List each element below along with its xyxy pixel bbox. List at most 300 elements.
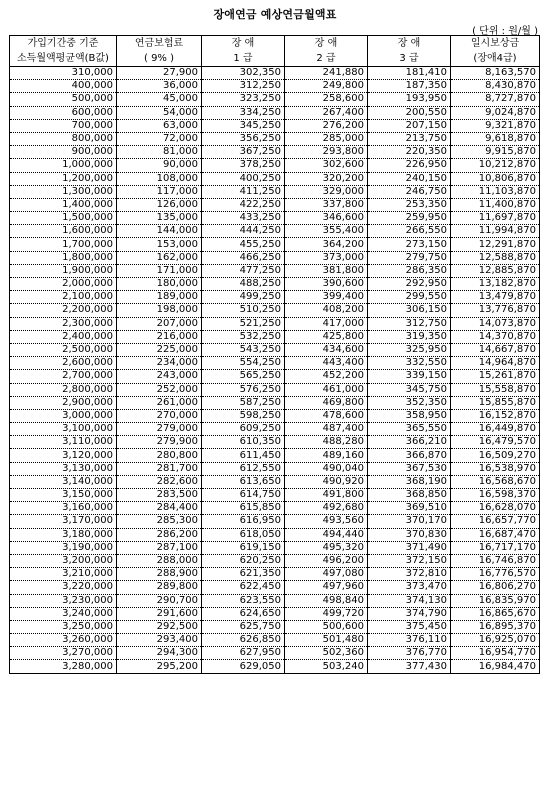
- cell-lump-sum: 16,479,570: [451, 436, 540, 449]
- cell-grade1: 624,650: [202, 607, 285, 620]
- cell-grade3: 365,550: [368, 423, 451, 436]
- cell-grade3: 373,470: [368, 581, 451, 594]
- cell-grade2: 346,600: [285, 212, 368, 225]
- cell-income: 1,900,000: [10, 264, 117, 277]
- cell-grade3: 366,210: [368, 436, 451, 449]
- table-row: [10, 159, 540, 172]
- cell-premium: 225,000: [117, 343, 202, 356]
- cell-grade1: 345,250: [202, 119, 285, 132]
- cell-grade2: 501,480: [285, 634, 368, 647]
- cell-grade2: 491,800: [285, 489, 368, 502]
- cell-income: 2,900,000: [10, 396, 117, 409]
- cell-grade1: 613,650: [202, 475, 285, 488]
- cell-grade3: 226,950: [368, 159, 451, 172]
- cell-grade1: 612,550: [202, 462, 285, 475]
- cell-grade1: 499,250: [202, 291, 285, 304]
- cell-grade1: 587,250: [202, 396, 285, 409]
- page-title: 장애연금 예상연금월액표: [213, 8, 337, 21]
- cell-premium: 36,000: [117, 80, 202, 93]
- cell-lump-sum: 12,885,870: [451, 264, 540, 277]
- cell-lump-sum: 16,568,670: [451, 475, 540, 488]
- cell-grade1: 433,250: [202, 212, 285, 225]
- cell-income: 400,000: [10, 80, 117, 93]
- table-row: [10, 528, 540, 541]
- cell-lump-sum: 12,291,870: [451, 238, 540, 251]
- cell-grade2: 502,360: [285, 647, 368, 660]
- cell-premium: 126,000: [117, 198, 202, 211]
- table-row: [10, 594, 540, 607]
- cell-grade1: 367,250: [202, 146, 285, 159]
- cell-income: 3,180,000: [10, 528, 117, 541]
- cell-lump-sum: 15,558,870: [451, 383, 540, 396]
- cell-grade2: 337,800: [285, 198, 368, 211]
- pension-table: [9, 35, 540, 674]
- table-row: [10, 462, 540, 475]
- cell-premium: 288,000: [117, 554, 202, 567]
- cell-grade3: 376,110: [368, 634, 451, 647]
- cell-premium: 291,600: [117, 607, 202, 620]
- cell-grade1: 488,250: [202, 278, 285, 291]
- cell-income: 2,400,000: [10, 330, 117, 343]
- cell-premium: 153,000: [117, 238, 202, 251]
- cell-grade2: 434,600: [285, 343, 368, 356]
- cell-premium: 27,900: [117, 67, 202, 80]
- cell-income: 3,240,000: [10, 607, 117, 620]
- cell-grade3: 345,750: [368, 383, 451, 396]
- cell-income: 2,500,000: [10, 343, 117, 356]
- cell-lump-sum: 16,717,170: [451, 541, 540, 554]
- cell-grade2: 490,040: [285, 462, 368, 475]
- cell-grade2: 329,000: [285, 185, 368, 198]
- table-body: [10, 67, 540, 674]
- cell-grade2: 490,920: [285, 475, 368, 488]
- header-grade1-sub: 1 급: [202, 51, 285, 67]
- cell-income: 1,600,000: [10, 225, 117, 238]
- cell-premium: 285,300: [117, 515, 202, 528]
- cell-grade3: 366,870: [368, 449, 451, 462]
- cell-income: 3,200,000: [10, 554, 117, 567]
- cell-grade2: 249,800: [285, 80, 368, 93]
- cell-grade1: 620,250: [202, 554, 285, 567]
- table-row: [10, 278, 540, 291]
- cell-grade1: 629,050: [202, 660, 285, 673]
- cell-lump-sum: 16,954,770: [451, 647, 540, 660]
- cell-income: 3,150,000: [10, 489, 117, 502]
- cell-premium: 45,000: [117, 93, 202, 106]
- cell-grade1: 302,350: [202, 67, 285, 80]
- cell-income: 3,000,000: [10, 409, 117, 422]
- cell-grade2: 495,320: [285, 541, 368, 554]
- cell-lump-sum: 12,588,870: [451, 251, 540, 264]
- cell-lump-sum: 8,727,870: [451, 93, 540, 106]
- cell-lump-sum: 11,697,870: [451, 212, 540, 225]
- cell-grade1: 378,250: [202, 159, 285, 172]
- cell-income: 1,000,000: [10, 159, 117, 172]
- header-premium-sub: ( 9% ): [117, 51, 202, 67]
- cell-grade2: 320,200: [285, 172, 368, 185]
- cell-premium: 283,500: [117, 489, 202, 502]
- cell-premium: 243,000: [117, 370, 202, 383]
- cell-premium: 279,900: [117, 436, 202, 449]
- cell-lump-sum: 16,865,670: [451, 607, 540, 620]
- cell-grade1: 615,850: [202, 502, 285, 515]
- table-row: [10, 475, 540, 488]
- cell-premium: 281,700: [117, 462, 202, 475]
- cell-grade1: 625,750: [202, 620, 285, 633]
- cell-premium: 90,000: [117, 159, 202, 172]
- cell-lump-sum: 16,746,870: [451, 554, 540, 567]
- cell-income: 500,000: [10, 93, 117, 106]
- cell-grade1: 554,250: [202, 357, 285, 370]
- cell-grade3: 368,190: [368, 475, 451, 488]
- cell-grade3: 240,150: [368, 172, 451, 185]
- cell-grade1: 609,250: [202, 423, 285, 436]
- cell-premium: 295,200: [117, 660, 202, 673]
- cell-income: 2,300,000: [10, 317, 117, 330]
- table-row: [10, 581, 540, 594]
- cell-grade3: 299,550: [368, 291, 451, 304]
- cell-income: 3,220,000: [10, 581, 117, 594]
- cell-grade2: 355,400: [285, 225, 368, 238]
- header-row-1: [10, 36, 540, 52]
- cell-premium: 287,100: [117, 541, 202, 554]
- cell-grade2: 408,200: [285, 304, 368, 317]
- cell-premium: 288,900: [117, 568, 202, 581]
- cell-lump-sum: 14,964,870: [451, 357, 540, 370]
- cell-income: 3,210,000: [10, 568, 117, 581]
- table-row: [10, 172, 540, 185]
- table-row: [10, 568, 540, 581]
- cell-grade2: 267,400: [285, 106, 368, 119]
- cell-grade3: 374,790: [368, 607, 451, 620]
- cell-income: 3,130,000: [10, 462, 117, 475]
- header-row-2: [10, 51, 540, 67]
- cell-premium: 198,000: [117, 304, 202, 317]
- cell-lump-sum: 15,855,870: [451, 396, 540, 409]
- cell-grade2: 276,200: [285, 119, 368, 132]
- cell-grade3: 273,150: [368, 238, 451, 251]
- cell-income: 3,280,000: [10, 660, 117, 673]
- cell-income: 3,160,000: [10, 502, 117, 515]
- cell-grade3: 207,150: [368, 119, 451, 132]
- cell-premium: 63,000: [117, 119, 202, 132]
- cell-income: 1,300,000: [10, 185, 117, 198]
- cell-income: 2,600,000: [10, 357, 117, 370]
- cell-income: 3,120,000: [10, 449, 117, 462]
- cell-income: 310,000: [10, 67, 117, 80]
- cell-grade2: 302,600: [285, 159, 368, 172]
- header-grade2: 장 애: [285, 36, 368, 52]
- cell-grade2: 498,840: [285, 594, 368, 607]
- cell-grade2: 241,880: [285, 67, 368, 80]
- unit-label: ( 단위 : 원/월 ): [472, 26, 538, 37]
- header-premium: 연금보험료: [117, 36, 202, 52]
- cell-grade3: 376,770: [368, 647, 451, 660]
- table-row: [10, 330, 540, 343]
- cell-income: 3,100,000: [10, 423, 117, 436]
- cell-lump-sum: 14,073,870: [451, 317, 540, 330]
- cell-premium: 207,000: [117, 317, 202, 330]
- header-grade2-sub: 2 급: [285, 51, 368, 67]
- cell-grade1: 621,350: [202, 568, 285, 581]
- cell-lump-sum: 11,994,870: [451, 225, 540, 238]
- cell-grade1: 444,250: [202, 225, 285, 238]
- cell-premium: 284,400: [117, 502, 202, 515]
- cell-grade3: 292,950: [368, 278, 451, 291]
- cell-grade1: 610,350: [202, 436, 285, 449]
- cell-grade3: 213,750: [368, 132, 451, 145]
- cell-income: 2,800,000: [10, 383, 117, 396]
- table-row: [10, 132, 540, 145]
- cell-lump-sum: 10,212,870: [451, 159, 540, 172]
- cell-grade3: 332,550: [368, 357, 451, 370]
- cell-premium: 171,000: [117, 264, 202, 277]
- cell-grade3: 377,430: [368, 660, 451, 673]
- table-row: [10, 396, 540, 409]
- cell-grade1: 543,250: [202, 343, 285, 356]
- cell-grade1: 521,250: [202, 317, 285, 330]
- cell-premium: 189,000: [117, 291, 202, 304]
- header-grade3-sub: 3 급: [368, 51, 451, 67]
- cell-grade1: 626,850: [202, 634, 285, 647]
- table-row: [10, 67, 540, 80]
- cell-grade1: 411,250: [202, 185, 285, 198]
- cell-lump-sum: 16,687,470: [451, 528, 540, 541]
- cell-lump-sum: 16,598,370: [451, 489, 540, 502]
- cell-income: 1,400,000: [10, 198, 117, 211]
- cell-premium: 261,000: [117, 396, 202, 409]
- cell-grade2: 373,000: [285, 251, 368, 264]
- table-row: [10, 423, 540, 436]
- table-row: [10, 106, 540, 119]
- cell-income: 1,500,000: [10, 212, 117, 225]
- cell-grade3: 339,150: [368, 370, 451, 383]
- cell-grade1: 477,250: [202, 264, 285, 277]
- cell-grade1: 466,250: [202, 251, 285, 264]
- cell-lump-sum: 11,103,870: [451, 185, 540, 198]
- cell-grade2: 493,560: [285, 515, 368, 528]
- cell-income: 2,000,000: [10, 278, 117, 291]
- table-row: [10, 620, 540, 633]
- cell-grade3: 279,750: [368, 251, 451, 264]
- table-row: [10, 634, 540, 647]
- cell-grade2: 285,000: [285, 132, 368, 145]
- cell-grade2: 500,600: [285, 620, 368, 633]
- cell-income: 3,170,000: [10, 515, 117, 528]
- table-row: [10, 502, 540, 515]
- cell-grade2: 381,800: [285, 264, 368, 277]
- cell-premium: 293,400: [117, 634, 202, 647]
- table-row: [10, 515, 540, 528]
- cell-premium: 135,000: [117, 212, 202, 225]
- cell-grade3: 372,810: [368, 568, 451, 581]
- cell-lump-sum: 10,806,870: [451, 172, 540, 185]
- table-row: [10, 647, 540, 660]
- header-grade1: 장 애: [202, 36, 285, 52]
- table-row: [10, 357, 540, 370]
- cell-grade1: 312,250: [202, 80, 285, 93]
- table-row: [10, 291, 540, 304]
- cell-grade1: 598,250: [202, 409, 285, 422]
- table-row: [10, 251, 540, 264]
- cell-income: 3,260,000: [10, 634, 117, 647]
- cell-grade1: 618,050: [202, 528, 285, 541]
- cell-grade1: 334,250: [202, 106, 285, 119]
- table-row: [10, 449, 540, 462]
- table-row: [10, 225, 540, 238]
- cell-lump-sum: 11,400,870: [451, 198, 540, 211]
- cell-grade3: 368,850: [368, 489, 451, 502]
- cell-grade2: 488,280: [285, 436, 368, 449]
- cell-premium: 289,800: [117, 581, 202, 594]
- table-row: [10, 146, 540, 159]
- header-grade3: 장 애: [368, 36, 451, 52]
- cell-lump-sum: 16,628,070: [451, 502, 540, 515]
- cell-lump-sum: 16,657,770: [451, 515, 540, 528]
- cell-grade1: 510,250: [202, 304, 285, 317]
- cell-premium: 180,000: [117, 278, 202, 291]
- cell-grade3: 259,950: [368, 212, 451, 225]
- table-row: [10, 554, 540, 567]
- cell-grade3: 200,550: [368, 106, 451, 119]
- cell-grade2: 478,600: [285, 409, 368, 422]
- cell-grade1: 323,250: [202, 93, 285, 106]
- cell-grade2: 496,200: [285, 554, 368, 567]
- cell-grade1: 619,150: [202, 541, 285, 554]
- cell-premium: 54,000: [117, 106, 202, 119]
- cell-grade3: 306,150: [368, 304, 451, 317]
- cell-income: 700,000: [10, 119, 117, 132]
- cell-lump-sum: 9,024,870: [451, 106, 540, 119]
- cell-grade1: 614,750: [202, 489, 285, 502]
- cell-premium: 294,300: [117, 647, 202, 660]
- cell-grade1: 611,450: [202, 449, 285, 462]
- cell-grade3: 367,530: [368, 462, 451, 475]
- cell-grade3: 181,410: [368, 67, 451, 80]
- table-row: [10, 436, 540, 449]
- table-row: [10, 660, 540, 673]
- cell-lump-sum: 13,182,870: [451, 278, 540, 291]
- cell-grade3: 352,350: [368, 396, 451, 409]
- cell-grade2: 293,800: [285, 146, 368, 159]
- cell-lump-sum: 15,261,870: [451, 370, 540, 383]
- cell-grade1: 532,250: [202, 330, 285, 343]
- cell-grade2: 492,680: [285, 502, 368, 515]
- cell-grade3: 193,950: [368, 93, 451, 106]
- cell-premium: 270,000: [117, 409, 202, 422]
- cell-income: 1,700,000: [10, 238, 117, 251]
- cell-grade2: 489,160: [285, 449, 368, 462]
- cell-grade1: 622,450: [202, 581, 285, 594]
- cell-lump-sum: 16,776,570: [451, 568, 540, 581]
- cell-premium: 117,000: [117, 185, 202, 198]
- cell-premium: 72,000: [117, 132, 202, 145]
- cell-premium: 279,000: [117, 423, 202, 436]
- cell-grade2: 417,000: [285, 317, 368, 330]
- cell-grade3: 246,750: [368, 185, 451, 198]
- cell-income: 3,270,000: [10, 647, 117, 660]
- cell-lump-sum: 16,449,870: [451, 423, 540, 436]
- cell-grade1: 400,250: [202, 172, 285, 185]
- cell-grade3: 372,150: [368, 554, 451, 567]
- table-row: [10, 264, 540, 277]
- cell-lump-sum: 8,163,570: [451, 67, 540, 80]
- cell-lump-sum: 16,984,470: [451, 660, 540, 673]
- table-row: [10, 304, 540, 317]
- cell-grade3: 375,450: [368, 620, 451, 633]
- table-row: [10, 185, 540, 198]
- cell-lump-sum: 9,321,870: [451, 119, 540, 132]
- cell-grade1: 455,250: [202, 238, 285, 251]
- cell-grade1: 616,950: [202, 515, 285, 528]
- cell-grade3: 370,830: [368, 528, 451, 541]
- cell-premium: 282,600: [117, 475, 202, 488]
- cell-lump-sum: 14,370,870: [451, 330, 540, 343]
- cell-income: 900,000: [10, 146, 117, 159]
- cell-premium: 162,000: [117, 251, 202, 264]
- table-row: [10, 198, 540, 211]
- table-row: [10, 541, 540, 554]
- cell-premium: 252,000: [117, 383, 202, 396]
- cell-income: 1,800,000: [10, 251, 117, 264]
- cell-premium: 234,000: [117, 357, 202, 370]
- cell-grade2: 364,200: [285, 238, 368, 251]
- table-row: [10, 607, 540, 620]
- cell-income: 800,000: [10, 132, 117, 145]
- cell-lump-sum: 16,835,970: [451, 594, 540, 607]
- cell-grade1: 623,550: [202, 594, 285, 607]
- cell-grade2: 469,800: [285, 396, 368, 409]
- cell-premium: 286,200: [117, 528, 202, 541]
- cell-income: 3,230,000: [10, 594, 117, 607]
- table-row: [10, 93, 540, 106]
- cell-lump-sum: 9,915,870: [451, 146, 540, 159]
- cell-grade2: 425,800: [285, 330, 368, 343]
- cell-grade2: 497,080: [285, 568, 368, 581]
- cell-lump-sum: 16,895,370: [451, 620, 540, 633]
- cell-income: 2,200,000: [10, 304, 117, 317]
- cell-income: 3,250,000: [10, 620, 117, 633]
- cell-lump-sum: 13,776,870: [451, 304, 540, 317]
- cell-grade3: 371,490: [368, 541, 451, 554]
- cell-grade2: 443,400: [285, 357, 368, 370]
- cell-lump-sum: 8,430,870: [451, 80, 540, 93]
- table-row: [10, 80, 540, 93]
- header-income: 가입기간중 기준: [10, 36, 117, 52]
- table-row: [10, 370, 540, 383]
- cell-lump-sum: 16,152,870: [451, 409, 540, 422]
- table-row: [10, 409, 540, 422]
- cell-grade2: 499,720: [285, 607, 368, 620]
- cell-grade2: 390,600: [285, 278, 368, 291]
- header-income-sub: 소득월액평균액(B값): [10, 51, 117, 67]
- cell-premium: 108,000: [117, 172, 202, 185]
- cell-income: 600,000: [10, 106, 117, 119]
- cell-lump-sum: 16,538,970: [451, 462, 540, 475]
- cell-premium: 292,500: [117, 620, 202, 633]
- cell-grade3: 369,510: [368, 502, 451, 515]
- cell-grade3: 286,350: [368, 264, 451, 277]
- table-row: [10, 343, 540, 356]
- cell-income: 3,110,000: [10, 436, 117, 449]
- cell-lump-sum: 16,925,070: [451, 634, 540, 647]
- table-row: [10, 119, 540, 132]
- cell-grade2: 503,240: [285, 660, 368, 673]
- cell-grade2: 461,000: [285, 383, 368, 396]
- cell-lump-sum: 13,479,870: [451, 291, 540, 304]
- cell-grade3: 370,170: [368, 515, 451, 528]
- cell-premium: 81,000: [117, 146, 202, 159]
